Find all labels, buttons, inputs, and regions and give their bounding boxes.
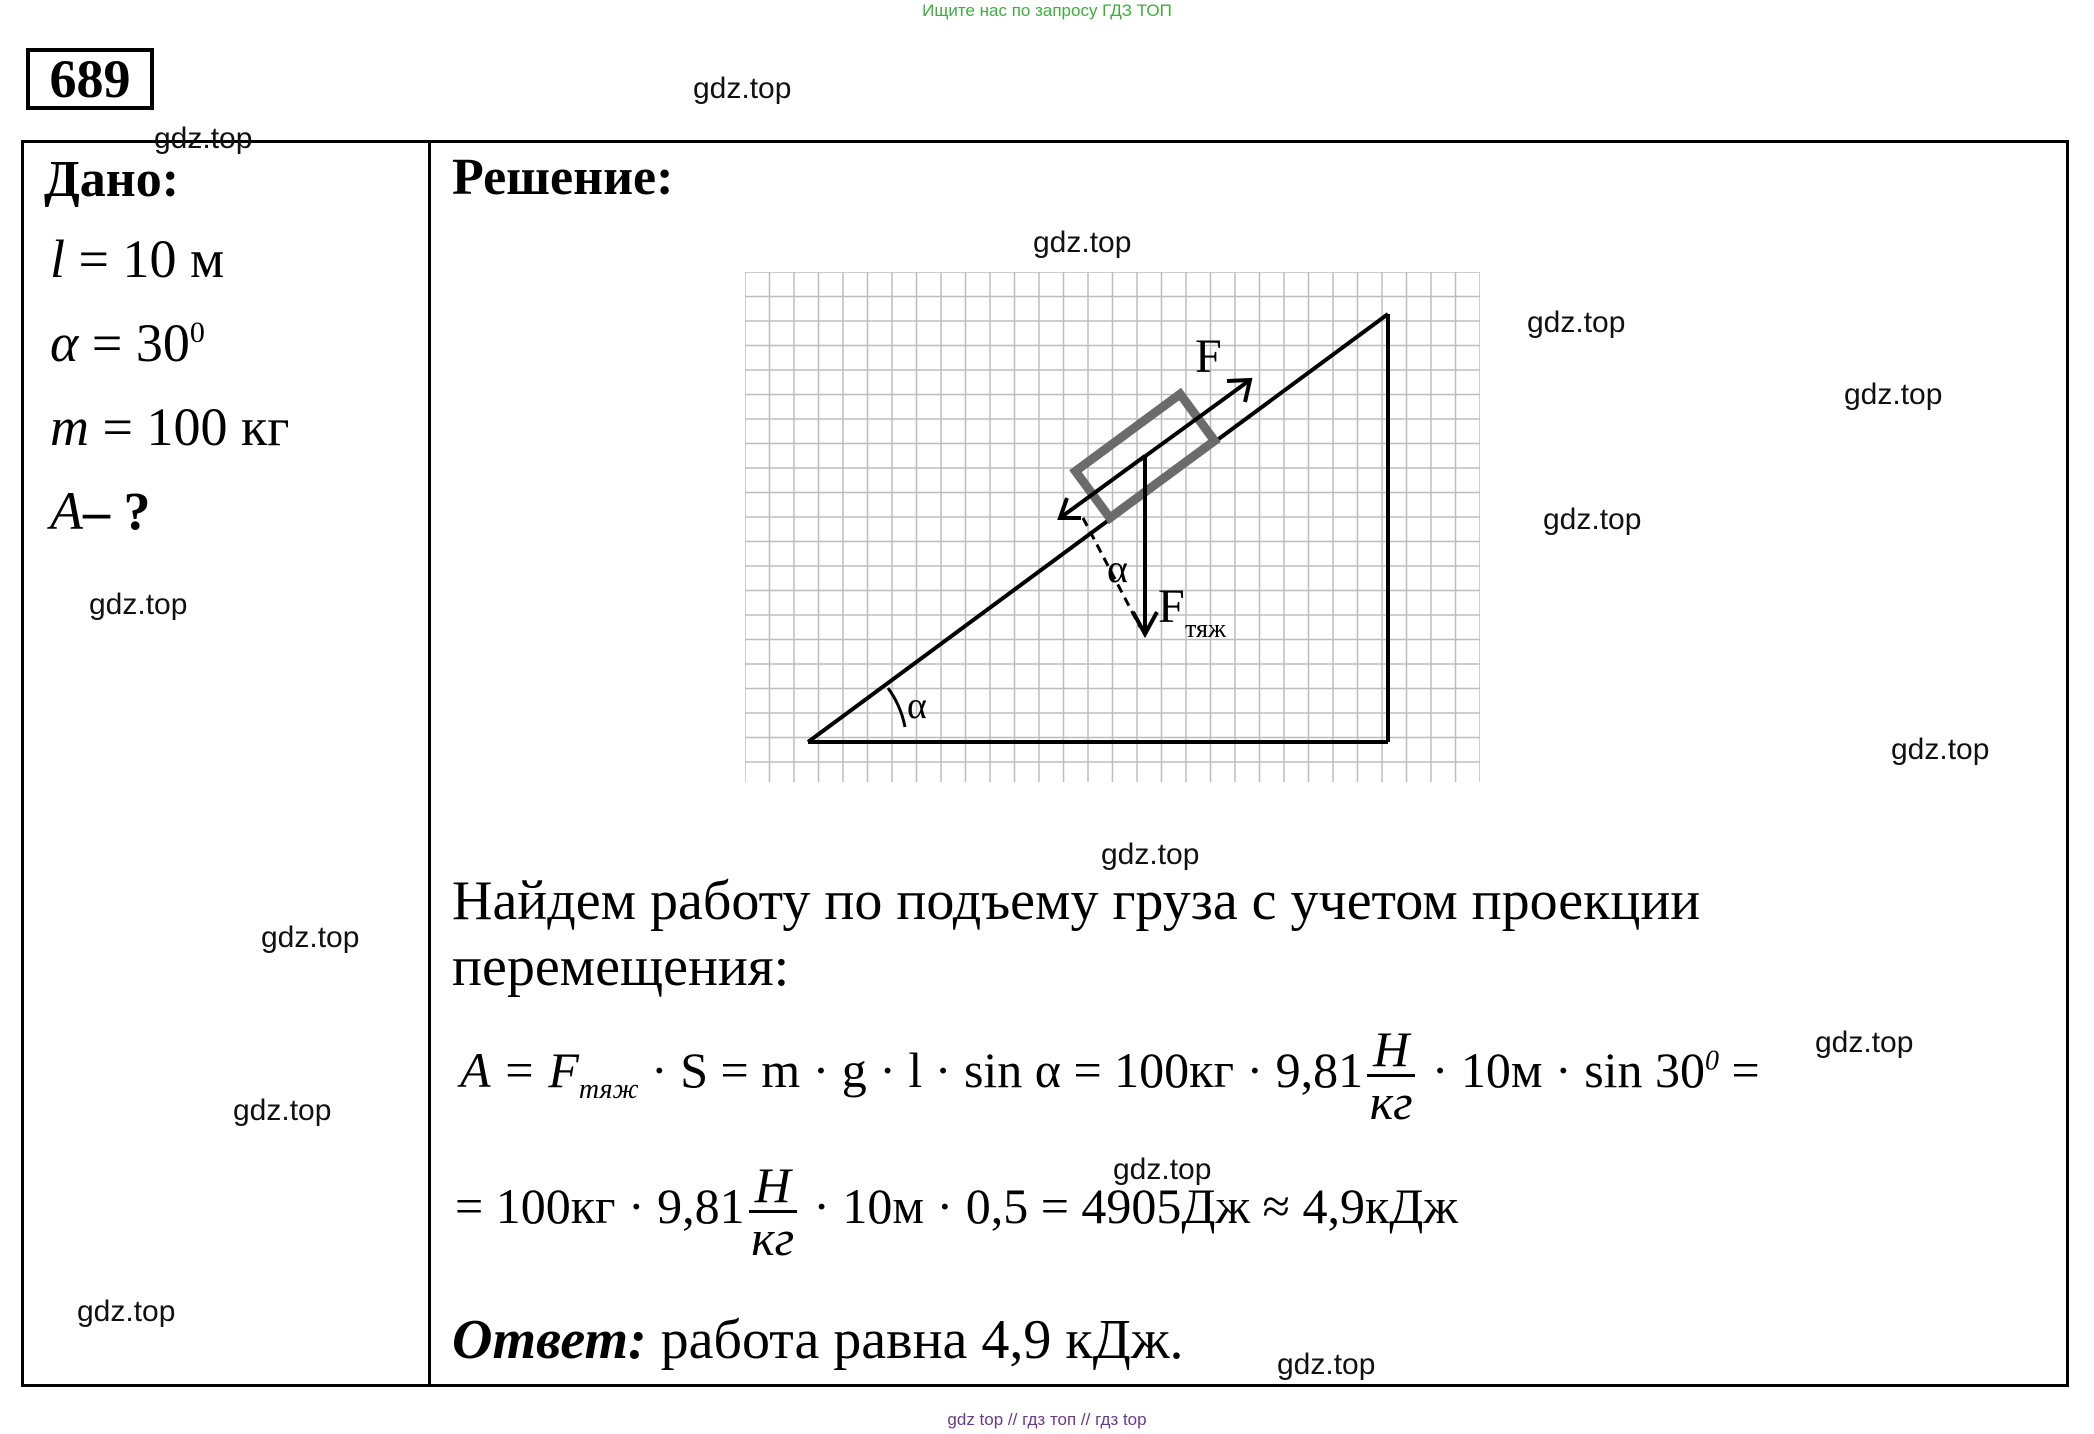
formula-line-2: = 100кг · 9,81 $\frac{Н}{кг}$ · 10м · 0,5 = 4905Дж ≈ 4,9кДж: [455, 1157, 1458, 1266]
watermark: gdz.top: [77, 1295, 176, 1328]
watermark: gdz.top: [1113, 1153, 1212, 1186]
watermark: gdz.top: [1844, 378, 1943, 411]
unit-fraction-2: $\frac{Н}{кг}$: [749, 1160, 797, 1263]
watermark: gdz.top: [1527, 306, 1626, 339]
solution-text: Найдем работу по подъему груза с учетом проекции перемещения:: [452, 870, 1701, 998]
force-arrow: [1140, 380, 1250, 460]
problem-number: 689: [26, 48, 154, 110]
incline-slope: [808, 314, 1388, 742]
gravity-subscript: тяж: [1185, 614, 1226, 643]
watermark: gdz.top: [1815, 1026, 1914, 1059]
given-unknown: A– ?: [50, 481, 151, 541]
solution-title: Решение:: [452, 149, 674, 206]
watermark: gdz.top: [1277, 1348, 1376, 1381]
unit-fraction-1: $\frac{Н}{кг}$: [1367, 1024, 1415, 1127]
top-note: Ищите нас по запросу ГДЗ ТОП: [922, 1, 1172, 20]
watermark: gdz.top: [1891, 733, 1990, 766]
column-divider: [428, 140, 431, 1387]
watermark: gdz.top: [89, 588, 188, 621]
watermark: gdz.top: [1543, 503, 1642, 536]
watermark: gdz.top: [233, 1094, 332, 1127]
watermark: gdz.top: [261, 921, 360, 954]
watermark: gdz.top: [154, 122, 253, 155]
angle-arc: [888, 688, 905, 727]
formula-line-1: $A = F_{тяж} \cdot S = m \cdot g \cdot l \cdot \sin \alpha = 100кг \cdot 9,81$ $\frac{Н}{кг}$ · $10м \cdot \sin 30^0$ =: [460, 1021, 1760, 1130]
gravity-label: F: [1158, 580, 1185, 633]
given-mass: m = 100 кг: [50, 397, 290, 457]
watermark: gdz.top: [1101, 838, 1200, 871]
bottom-note: gdz top // гдз топ // гдз top: [947, 1410, 1147, 1429]
watermark: gdz.top: [1033, 226, 1132, 259]
answer: Ответ: работа равна 4,9 кДж.: [452, 1309, 1184, 1371]
watermark: gdz.top: [693, 72, 792, 105]
incline-diagram: [745, 272, 1480, 782]
given-angle: $\alpha = 30^0$: [50, 313, 205, 373]
angle-label: α: [1107, 546, 1128, 591]
given-length: l = 10 м: [50, 229, 225, 289]
force-label: F: [1195, 330, 1222, 383]
base-angle-label: α: [907, 685, 927, 727]
given-title: Дано:: [44, 151, 180, 208]
